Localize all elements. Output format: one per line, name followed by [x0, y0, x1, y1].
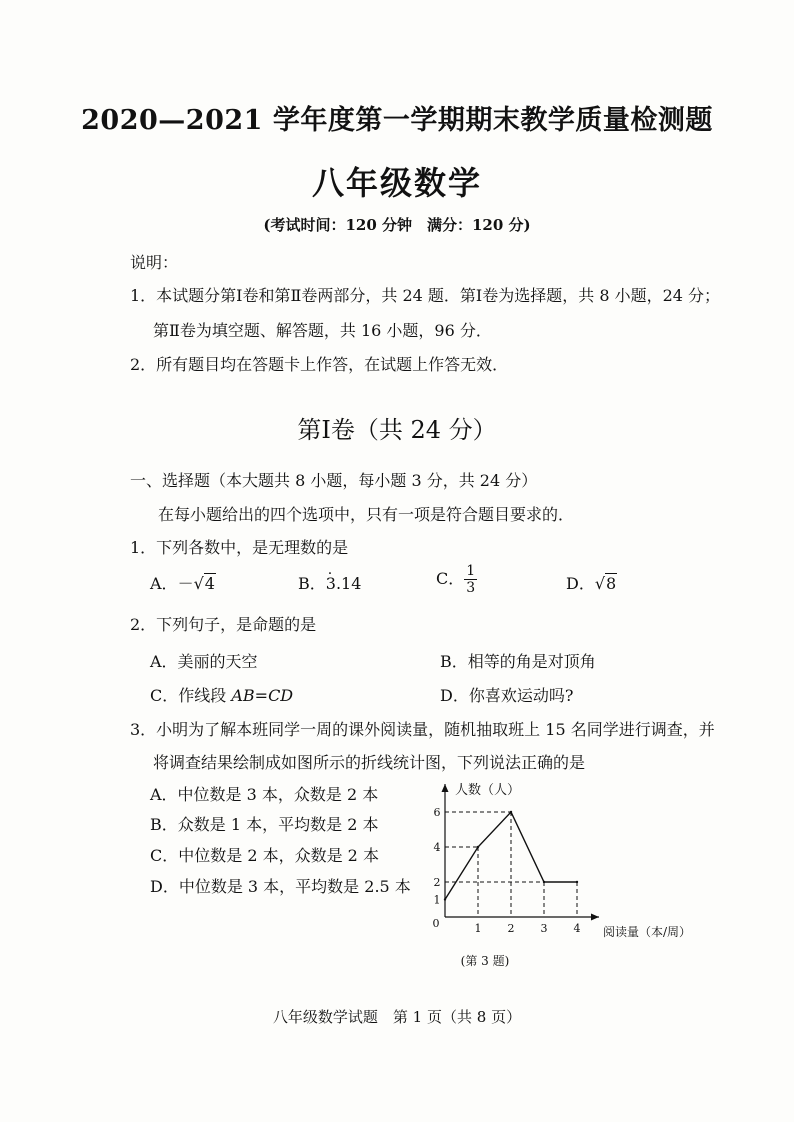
- subject-title: 八年级数学: [311, 164, 482, 202]
- option-label: B．: [298, 574, 326, 593]
- instruction-item-1-cont: 第Ⅱ卷为填空题、解答题，共 16 小题，96 分．: [153, 321, 492, 340]
- question-3-option-a: A．中位数是 3 本，众数是 2 本: [150, 785, 379, 804]
- data-point: [444, 898, 446, 900]
- segment-name: AB=CD: [231, 686, 294, 705]
- sqrt-symbol: √8: [594, 574, 617, 593]
- x-tick-label: 3: [540, 922, 548, 935]
- x-tick-label: 4: [573, 922, 581, 935]
- question-2-option-c: [150, 683, 293, 706]
- x-axis-label: 阅读量（本/周）: [603, 925, 692, 939]
- fraction-numerator: 1: [466, 563, 476, 579]
- part-note: 在每小题给出的四个选项中，只有一项是符合题目要求的．: [158, 505, 575, 524]
- page-footer: 八年级数学试题 第 1 页（共 8 页）: [272, 1008, 522, 1026]
- question-3-option-c: C．中位数是 2 本，众数是 2 本: [150, 846, 379, 865]
- option-text: C．作线段: [150, 686, 232, 705]
- question-2-stem: 2．下列句子，是命题的是: [130, 615, 317, 634]
- x-tick-label: 2: [507, 922, 515, 935]
- question-1-option-c: [436, 563, 477, 596]
- y-tick-label: 2: [433, 876, 441, 889]
- option-label: A．: [150, 574, 178, 593]
- question-3-option-d: D．中位数是 3 本，平均数是 2.5 本: [150, 877, 411, 896]
- question-1-option-b: [298, 571, 361, 594]
- page-title: 2020—2021 学年度第一学期期末教学质量检测题: [81, 105, 713, 136]
- instructions-label: 说明：: [130, 253, 179, 272]
- question-2-option-b: B．相等的角是对顶角: [440, 652, 596, 671]
- question-3-stem: 3．小明为了解本班同学一周的课外阅读量，随机抽取班上 15 名同学进行调查，并: [130, 720, 715, 739]
- question-3-stem-cont: 将调查结果绘制成如图所示的折线统计图，下列说法正确的是: [153, 753, 586, 772]
- origin-label: 0: [432, 917, 440, 930]
- y-tick-label: 4: [433, 841, 441, 854]
- exam-info: (考试时间：120 分钟 满分：120 分): [263, 216, 531, 234]
- question-2-option-d: D．你喜欢运动吗?: [440, 686, 574, 705]
- question-1-stem: 1．下列各数中，是无理数的是: [130, 538, 349, 557]
- chart-layer: [433, 782, 692, 968]
- data-point: [543, 881, 545, 883]
- data-point: [576, 881, 578, 883]
- section-title: 第Ⅰ卷（共 24 分）: [297, 416, 497, 444]
- x-axis-arrow: [591, 914, 599, 921]
- part-heading: 一、选择题（本大题共 8 小题，每小题 3 分，共 24 分）: [130, 471, 538, 490]
- instruction-item-1: 1．本试题分第Ⅰ卷和第Ⅱ卷两部分，共 24 题．第Ⅰ卷为选择题，共 8 小题，24 分；: [130, 286, 721, 305]
- radicand: 8: [606, 574, 617, 593]
- question-1-option-a: [150, 571, 216, 594]
- y-axis-arrow: [442, 784, 449, 792]
- data-point: [477, 846, 479, 848]
- sqrt-symbol: √4: [193, 574, 215, 593]
- minus-sign: －: [177, 574, 194, 593]
- question-2-option-a: A．美丽的天空: [150, 652, 258, 671]
- y-tick-label: 6: [433, 806, 441, 819]
- repeating-decimal: 3.14 .: [326, 574, 362, 593]
- question-3-option-b: B．众数是 1 本，平均数是 2 本: [150, 815, 379, 834]
- question-1-option-d: [566, 571, 617, 594]
- fraction: [464, 563, 477, 596]
- radicand: 4: [204, 574, 215, 593]
- fraction-denominator: 3: [466, 580, 476, 596]
- y-tick-label: 1: [433, 893, 441, 907]
- option-label: D．: [566, 574, 595, 593]
- line-chart: [410, 775, 692, 975]
- instruction-item-2: 2．所有题目均在答题卡上作答，在试题上作答无效．: [130, 355, 509, 374]
- y-axis-label: 人数（人）: [455, 783, 521, 798]
- data-point: [510, 811, 512, 813]
- x-tick-label: 1: [474, 922, 482, 935]
- chart-caption: (第 3 题): [460, 954, 510, 968]
- option-label: C．: [436, 569, 465, 588]
